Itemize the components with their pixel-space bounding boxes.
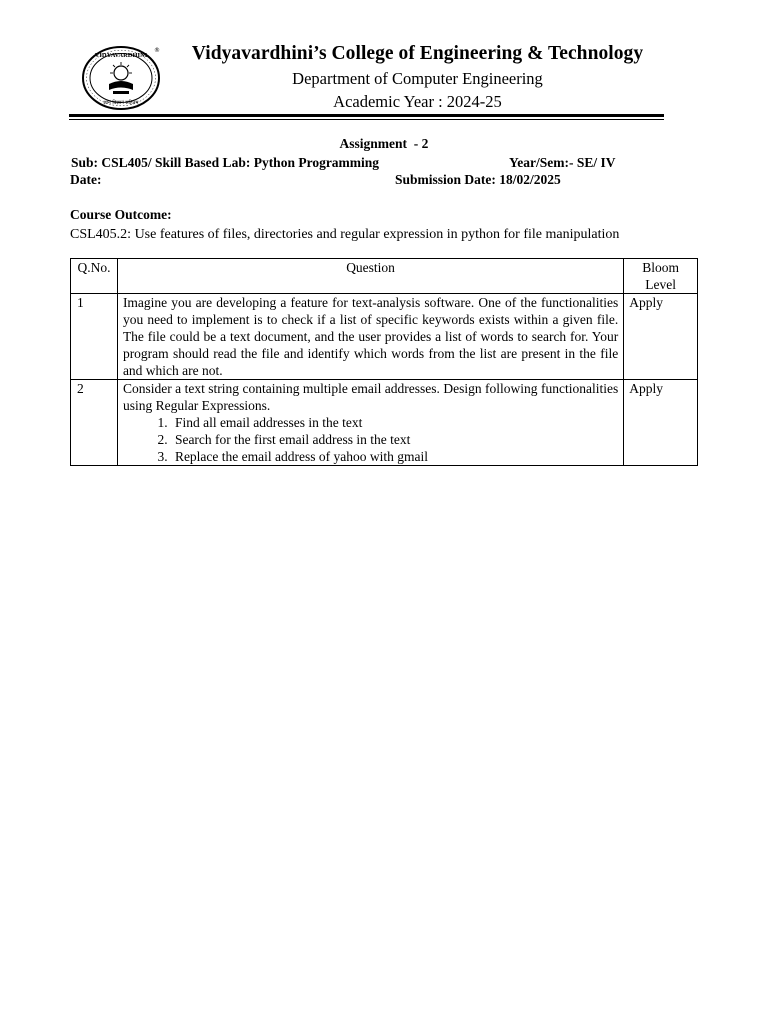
question-cell [117,380,623,466]
table-row [71,294,698,380]
header-rule-thin [69,119,664,120]
list-item: 1. Find all email addresses in the text [171,414,618,431]
assignment-title: Assignment - 2 [339,136,429,151]
year-sem: Year/Sem:- SE/ IV [509,155,616,170]
question-text: Imagine you are developing a feature for text-analysis software. One of the functionalities you need to implement is to check if a list of specific keywords exists within a given file. The file could be a text document, and the user provides a list of words to search for. Your program should read the file and identify which words from the list are present in the file and which are not. [117,294,623,380]
registered-mark: ® [154,47,160,54]
question-number: 1 [71,294,118,380]
question-number: 2 [71,380,118,466]
course-outcome-text: CSL405.2: Use features of files, directories and regular expression in python for file manipulation [70,227,620,242]
list-item: 3. Replace the email address of yahoo with gmail [171,448,618,465]
sub-question-list [123,414,618,465]
question-table [70,258,698,466]
question-text: Consider a text string containing multiple email addresses. Design following functionalities using Regular Expressions. [122,381,619,413]
header-rule-thick [69,114,664,117]
seal-motto-text: ज्ञानं विज्ञानं सहितम् [103,100,139,106]
academic-year: Academic Year : 2024-25 [333,92,502,111]
header-qno: Q.No. [71,259,118,294]
header-bloom-level: Bloom Level [624,259,698,294]
list-item: 2. Search for the first email address in the text [171,431,618,448]
bloom-level: Apply [624,380,698,466]
header-question: Question [117,259,623,294]
college-name: Vidyavardhini’s College of Engineering & Technology [191,43,644,64]
date-label: Date: [70,172,102,187]
course-outcome-heading: Course Outcome: [70,207,172,222]
department-name: Department of Computer Engineering [292,69,543,88]
table-header-row [71,259,698,294]
bloom-level: Apply [624,294,698,380]
table-row [71,380,698,466]
submission-date: Submission Date: 18/02/2025 [395,172,561,187]
seal-ring-text: VIDYAVARDHINI [94,52,148,59]
subject-line: Sub: CSL405/ Skill Based Lab: Python Programming [71,155,380,170]
